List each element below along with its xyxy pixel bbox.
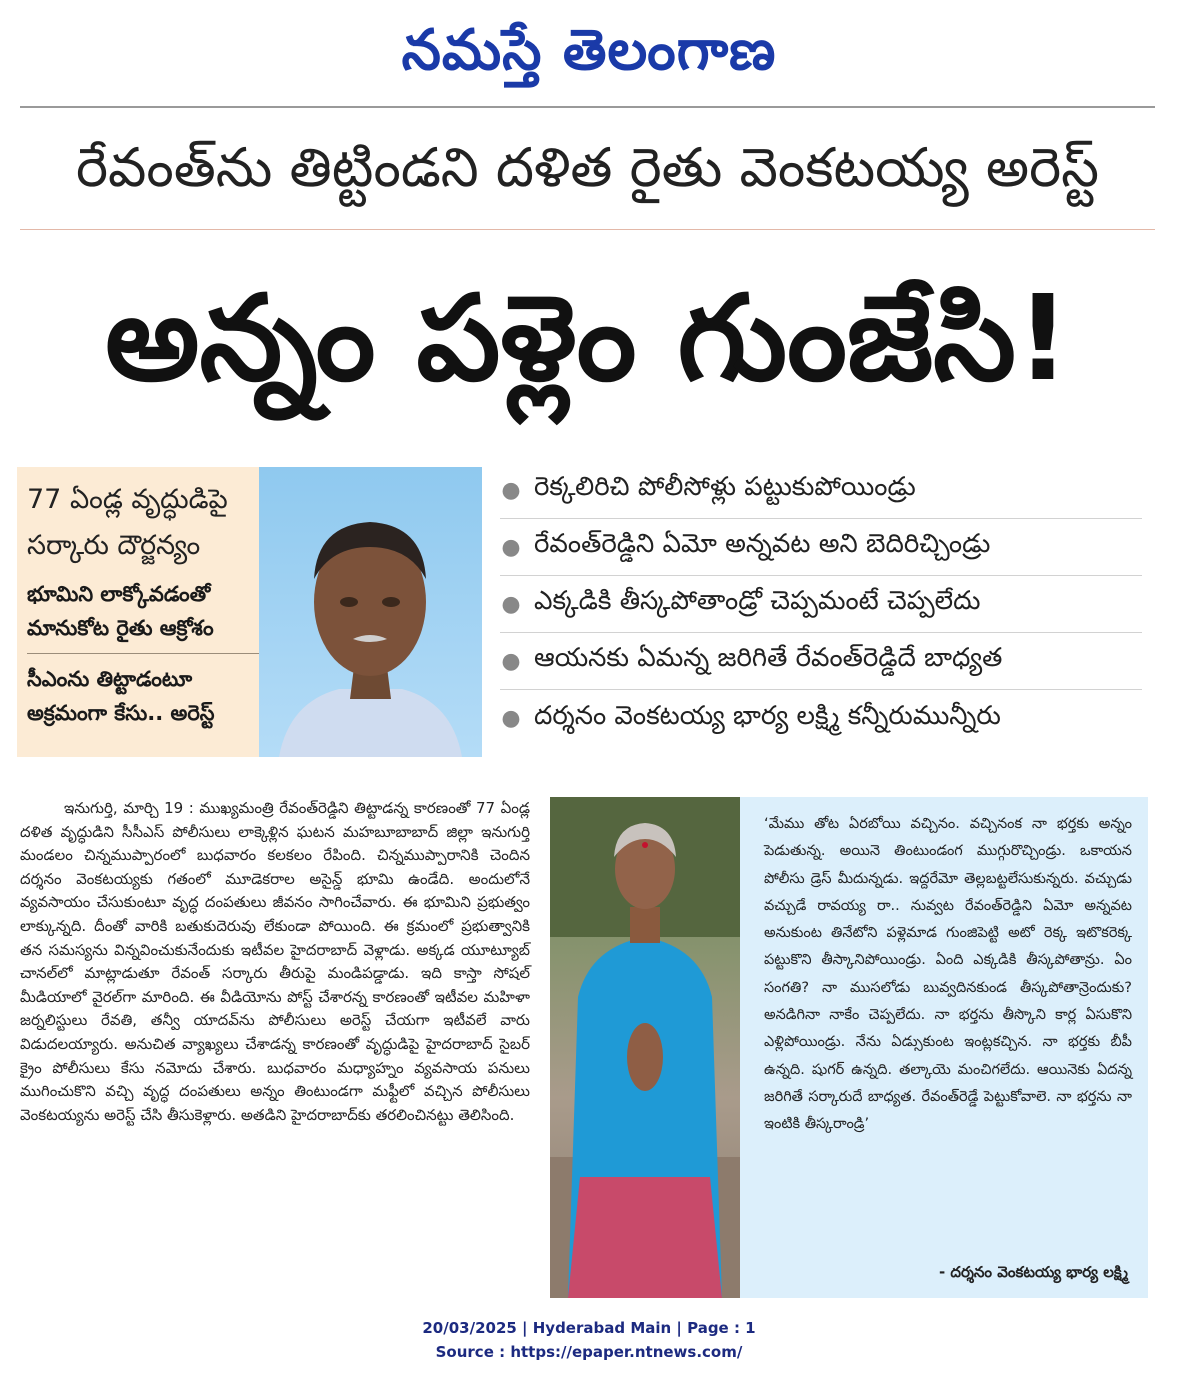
info-sub-1: భూమిని లాక్కోవడంతో bbox=[27, 582, 211, 606]
bullet-icon: ● bbox=[501, 648, 521, 674]
bullet-list bbox=[500, 462, 1142, 747]
bullet-item: ● దర్శనం వెంకటయ్య భార్య లక్ష్మి కన్నీరుమున్నీరు bbox=[501, 700, 1001, 731]
bullet-item: ● రేవంత్‌రెడ్డిని ఏమో అన్నవట అని బెదిరిచ్చిండ్రు bbox=[500, 519, 1142, 576]
footer bbox=[0, 1316, 1178, 1364]
bullet-item: ● రెక్కలిరిచి పోలీసోళ్లు పట్టుకుపోయిండ్రు bbox=[500, 462, 1142, 519]
divider-mid bbox=[20, 229, 1155, 230]
wife-photo bbox=[550, 797, 740, 1298]
footer-source-line: Source : https://epaper.ntnews.com/ bbox=[435, 1343, 743, 1361]
info-sub-3: సీఎంను తిట్టాడంటూ bbox=[27, 667, 193, 691]
info-line-1: 77 ఏండ్ల వృద్ధుడిపై bbox=[27, 484, 228, 515]
info-divider bbox=[27, 653, 262, 654]
bullet-icon: ● bbox=[501, 591, 521, 617]
divider-top bbox=[20, 106, 1155, 108]
article-paragraph: ఇనుగుర్తి, మార్చి 19 : ముఖ్యమంత్రి రేవంత్‌రెడ్డిని తిట్టాడన్న కారణంతో 77 ఏండ్ల దళిత వృద్ధుడిని సీసీఎస్ పోలీసులు లాక్కెళ్లిన ఘటన మహబూబాబాద్ జిల్లా ఇనుగుర్తి మండలం చిన్నముప్పారంలో బుధవారం కలకలం రేపింది. చిన్నముప్పారానికి చెందిన దర్శనం వెంకటయ్యకు గతంలో మూడెకరాల అసైన్డ్ భూమి ఉండేది. అందులోనే వ్యవసాయం చేసుకుంటూ వృద్ధ దంపతులు జీవనం సాగించేవారు. ఈ భూమిని ప్రభుత్వం లాక్కున్నది. దీంతో వారికి బతుకుదెరువు లేకుండా పోయింది. ఈ క్రమంలో ప్రభుత్వానికి తన సమస్యను విన్నవించుకునేందుకు ఇటీవల హైదరాబాద్ వెళ్లాడు. అక్కడ యూట్యూబ్ చానల్‌లో మాట్లాడుతూ రేవంత్ సర్కారు తీరుపై మండిపడ్డాడు. ఇది కాస్తా సోషల్ మీడియాలో వైరల్‌గా మారింది. ఈ వీడియోను పోస్ట్ చేశారన్న కారణంతో ఇటీవల మహిళా జర్నలిస్టులు రేవతి, తన్వీ యాదవ్‌ను పోలీసులు అరెస్ట్ చేయగా ఇటీవలే వారు విడుదలయ్యారు. అనుచిత వ్యాఖ్యలు చేశాడన్న కారణంతో వృద్ధుడిపై హైదరాబాద్ సైబర్ క్రైం పోలీసులు కేసు నమోదు చేశారు. బుధవారం మధ్యాహ్నం వ్యవసాయ పనులు ముగించుకొని వచ్చి వృద్ధ దంపతులు అన్నం తింటుండగా మఫ్టీలో వచ్చిన పోలీసులు వెంకటయ్యను అరెస్ట్ చేసి తీసుకెళ్లారు. అతడిని హైదరాబాద్‌కు తరలించినట్టు తెలిసింది. bbox=[20, 799, 530, 1124]
quote-text: ‘మేము తోట ఏరబోయి వచ్చినం. వచ్చినంక నా భర్తకు అన్నం పెడుతున్న. అయినె తింటుండంగ ముగ్గురొచ్చిండ్రు. ఒకాయన పోలీసు డ్రెస్ మీదున్నడు. ఇద్దరేమో తెల్లబట్టలేసుకున్నరు. వచ్చుడు వచ్చుడే రావయ్య రా.. నువ్వట రేవంత్‌రెడ్డిని ఏమో అన్నవట అనుకుంట తినేటోని పళ్లెమాడ గుంజిపెట్టి అటో రెక్క ఇటొకరెక్క పట్టుకొని తీస్కానిపోయిండ్రు. ఏంది ఎక్కడికి తీస్కపోతాన్రు. ఏం సంగతి? నా ముసలోడు బువ్వదినకుండ తీస్కపోతాన్రెందుకు? అనడిగినా నాకేం చెప్పలేదు. నా భర్తను తీస్కొని కార్ల ఏసుకొని ఎళ్లిపోయిండ్రు. నేను ఏడ్సుకుంట ఇంట్లకచ్చిన. నా భర్తకు బీపీ ఉన్నది. షుగర్ ఉన్నది. తల్కాయె మంచిగలేదు. ఆయినెకు ఏదన్న జరిగితే సర్కారుదే బాధ్యత. రేవంత్‌రెడ్డే పెట్టుకోవాలె. నా భర్తను నా ఇంటికి తీస్కరాండ్రి’ bbox=[764, 816, 1132, 1133]
info-box bbox=[17, 467, 482, 757]
farmer-photo bbox=[259, 467, 482, 757]
main-headline: అన్నం పళ్లెం గుంజేసి! bbox=[105, 269, 1070, 407]
info-line-2: సర్కారు దౌర్జన్యం bbox=[27, 530, 201, 561]
quote-box bbox=[740, 797, 1148, 1298]
kicker-headline: రేవంత్‌ను తిట్టిండని దళిత రైతు వెంకటయ్య అరెస్ట్ bbox=[75, 136, 1100, 199]
footer-date-line: 20/03/2025 | Hyderabad Main | Page : 1 bbox=[422, 1319, 756, 1337]
info-sub-4: అక్రమంగా కేసు.. అరెస్ట్ bbox=[27, 701, 215, 725]
masthead-logo: నమస్తే తెలంగాణ bbox=[401, 17, 777, 83]
bullet-icon: ● bbox=[501, 534, 521, 560]
info-sub-2: మానుకోట రైతు ఆక్రోశం bbox=[27, 616, 214, 640]
bullet-icon: ● bbox=[501, 477, 521, 503]
bullet-icon: ● bbox=[501, 706, 521, 731]
bullet-item: ● ఎక్కడికి తీస్కపోతాండ్రో చెప్పమంటే చెప్పలేదు bbox=[500, 576, 1142, 633]
quote-attribution: - దర్శనం వెంకటయ్య భార్య లక్ష్మి bbox=[938, 1263, 1128, 1281]
info-box-text bbox=[27, 477, 262, 730]
article-body bbox=[20, 797, 530, 1127]
bullet-item: ● ఆయనకు ఏమన్న జరిగితే రేవంత్‌రెడ్డిదే బాధ్యత bbox=[500, 633, 1142, 690]
